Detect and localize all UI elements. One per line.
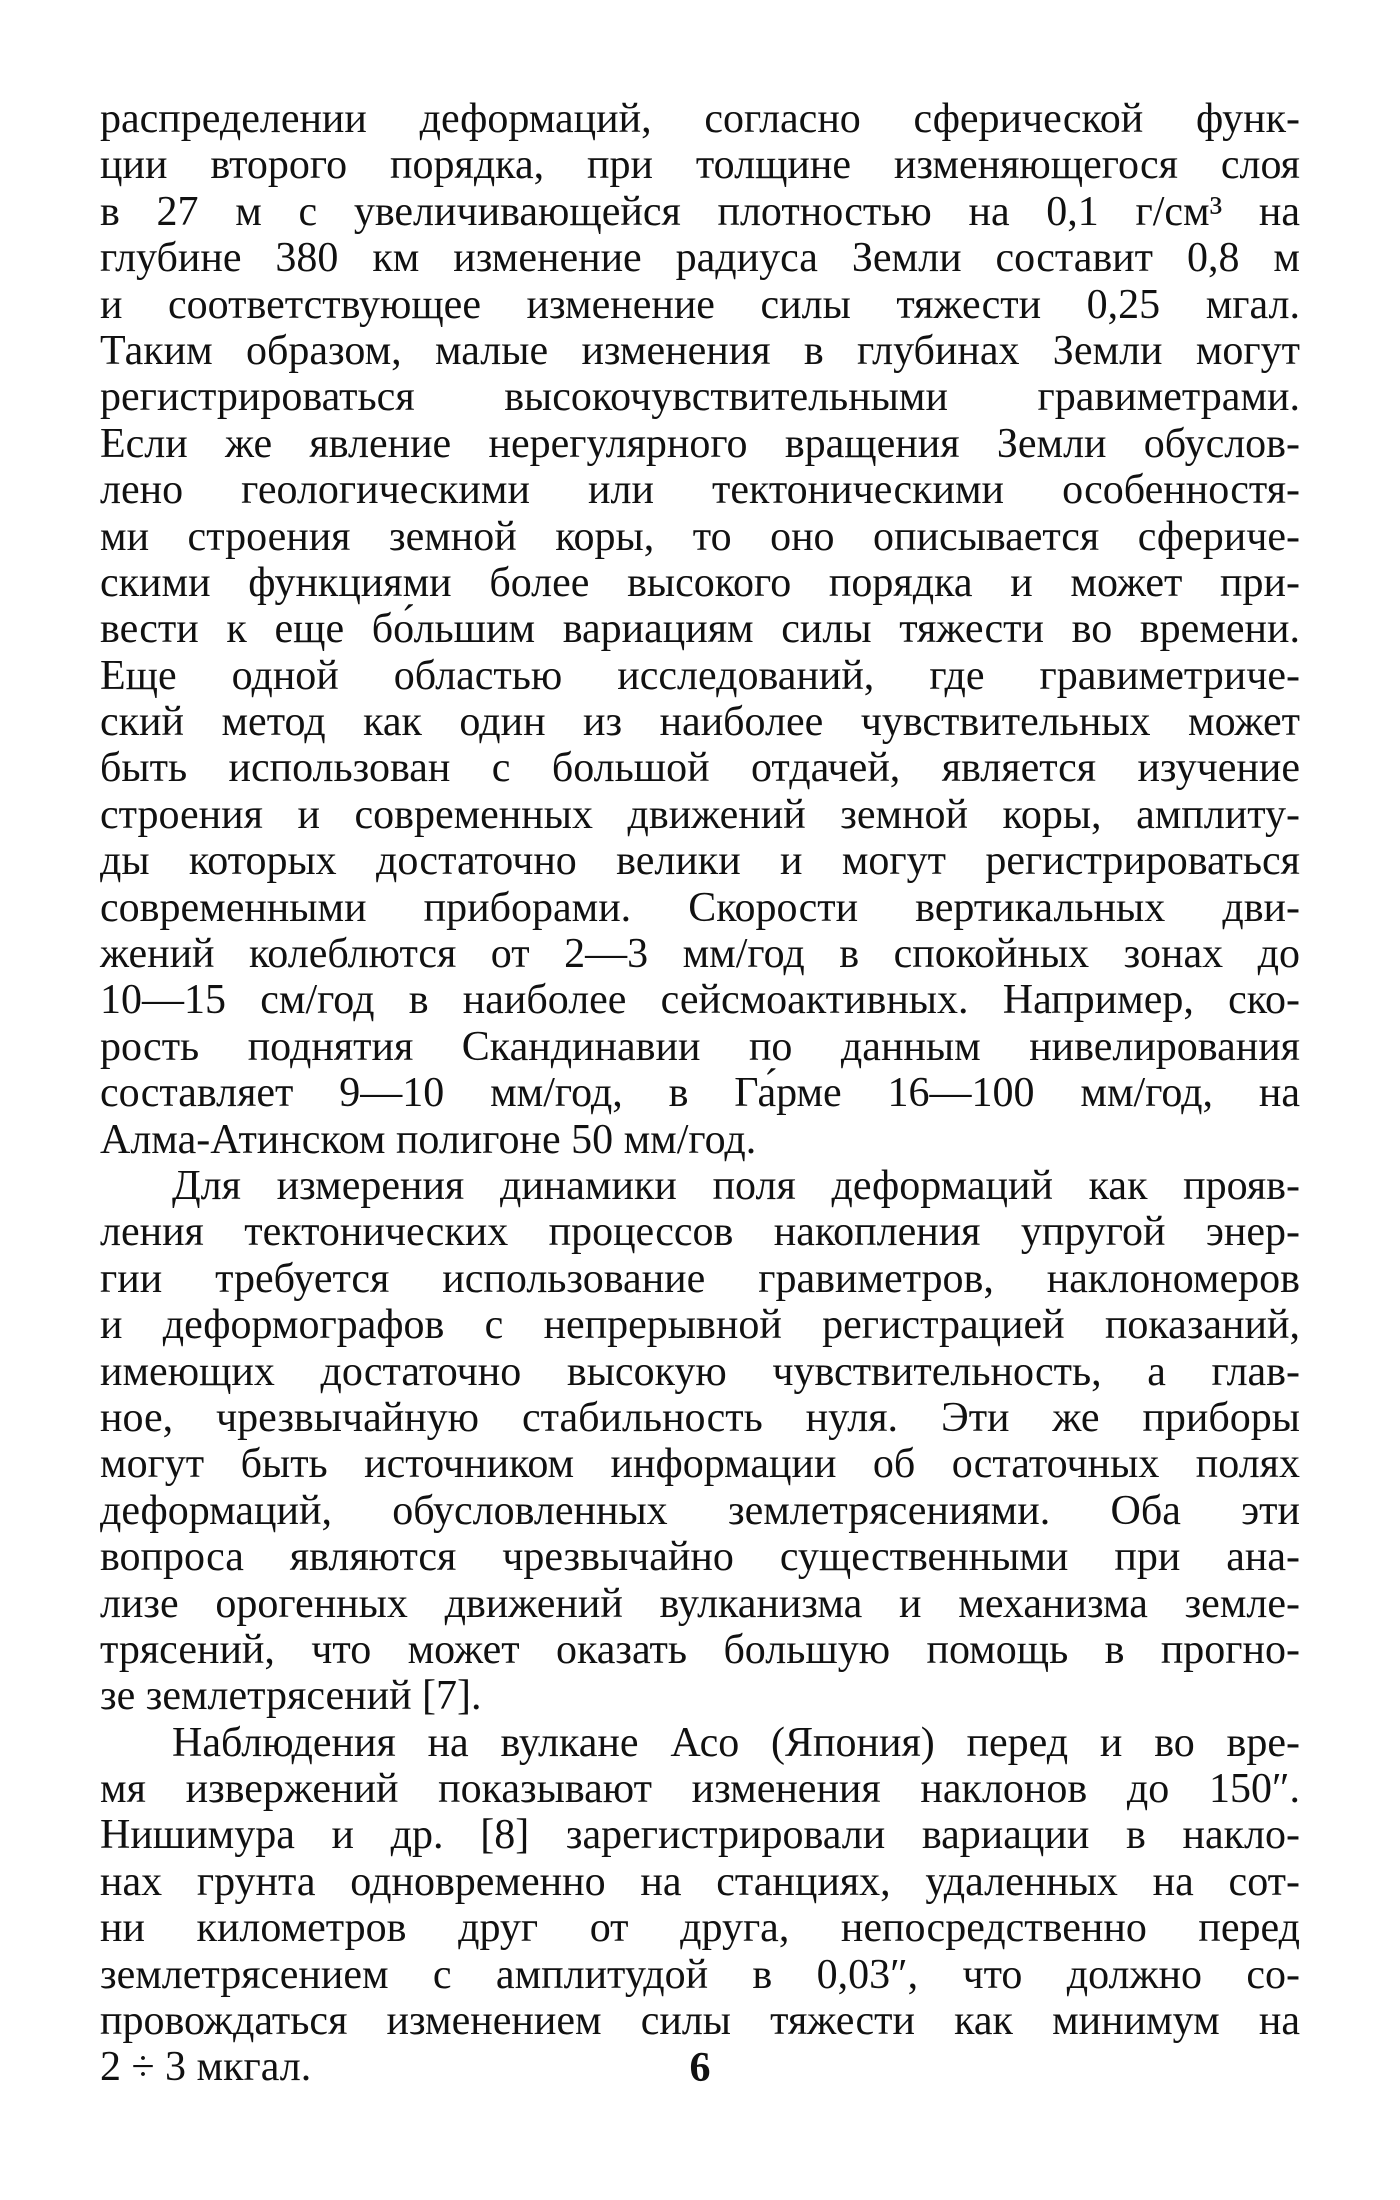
text-line: современными приборами. Скорости вертикальных дви- <box>100 884 1300 931</box>
text-line: ский метод как один из наиболее чувствительных может <box>100 699 1300 746</box>
paragraph-2 <box>100 1163 1300 1720</box>
page-body <box>100 96 1300 2091</box>
text-line: деформаций, обусловленных землетрясениями. Оба эти <box>100 1487 1300 1534</box>
text-line: вести к еще бо́льшим вариациям силы тяжести во времени. <box>100 606 1300 653</box>
text-line: регистрироваться высокочувствительными гравиметрами. <box>100 374 1300 421</box>
text-line: нах грунта одновременно на станциях, удаленных на сот- <box>100 1858 1300 1905</box>
text-line: ции второго порядка, при толщине изменяющегося слоя <box>100 142 1300 189</box>
text-line: ни километров друг от друга, непосредственно перед <box>100 1905 1300 1952</box>
text-line: Алма-Атинском полигоне 50 мм/год. <box>100 1116 757 1163</box>
text-line: быть использован с большой отдачей, является изучение <box>100 745 1300 792</box>
text-line: Еще одной областью исследований, где гравиметриче- <box>100 652 1300 699</box>
paragraph-1 <box>100 96 1300 1163</box>
text-line: Если же явление нерегулярного вращения Земли обуслов- <box>100 420 1300 467</box>
text-line: 2 ÷ 3 мкгал. <box>100 2044 312 2091</box>
text-line: в 27 м с увеличивающейся плотностью на 0,1 г/см³ на <box>100 188 1300 235</box>
text-line: ления тектонических процессов накопления упругой энер- <box>100 1209 1300 1256</box>
text-line: имеющих достаточно высокую чувствительность, а глав- <box>100 1348 1300 1395</box>
text-line: рость поднятия Скандинавии по данным нивелирования <box>100 1023 1300 1070</box>
text-line: лизе орогенных движений вулканизма и механизма земле- <box>100 1580 1300 1627</box>
text-line: могут быть источником информации об остаточных полях <box>100 1441 1300 1488</box>
text-line: ное, чрезвычайную стабильность нуля. Эти же приборы <box>100 1394 1300 1441</box>
text-line: распределении деформаций, согласно сферической функ- <box>100 96 1300 142</box>
text-line: вопроса являются чрезвычайно существенными при ана- <box>100 1534 1300 1581</box>
text-line: жений колеблются от 2—3 мм/год в спокойных зонах до <box>100 931 1300 978</box>
text-line: и соответствующее изменение силы тяжести 0,25 мгал. <box>100 281 1300 328</box>
text-line: трясений, что может оказать большую помощь в прогно- <box>100 1626 1300 1673</box>
text-line: лено геологическими или тектоническими особенностя- <box>100 467 1300 514</box>
text-line: зе землетрясений [7]. <box>100 1673 482 1720</box>
text-line: Таким образом, малые изменения в глубинах Земли могут <box>100 327 1300 374</box>
text-line: 10—15 см/год в наиболее сейсмоактивных. Например, ско- <box>100 977 1300 1024</box>
paragraph-3 <box>100 1720 1300 2091</box>
text-line: строения и современных движений земной коры, амплиту- <box>100 791 1300 838</box>
text-line: провождаться изменением силы тяжести как минимум на <box>100 1998 1300 2045</box>
text-line: гии требуется использование гравиметров, наклономеров <box>100 1255 1300 1302</box>
text-line: составляет 9—10 мм/год, в Га́рме 16—100 мм/год, на <box>100 1070 1300 1117</box>
text-line: и деформографов с непрерывной регистрацией показаний, <box>100 1302 1300 1349</box>
page-number: 6 <box>689 2045 711 2091</box>
text-line: ми строения земной коры, то оно описывается сфериче- <box>100 513 1300 560</box>
text-line: мя извержений показывают изменения наклонов до 150″. <box>100 1766 1300 1813</box>
text-line: глубине 380 км изменение радиуса Земли составит 0,8 м <box>100 235 1300 282</box>
text-line: Наблюдения на вулкане Асо (Япония) перед и во вре- <box>172 1719 1300 1766</box>
text-line: Нишимура и др. [8] зарегистрировали вариации в накло- <box>100 1812 1300 1859</box>
text-line: ды которых достаточно велики и могут регистрироваться <box>100 838 1300 885</box>
text-line: землетрясением с амплитудой в 0,03″, что должно со- <box>100 1951 1300 1998</box>
text-line: Для измерения динамики поля деформаций как прояв- <box>172 1162 1300 1209</box>
text-line: скими функциями более высокого порядка и может при- <box>100 559 1300 606</box>
